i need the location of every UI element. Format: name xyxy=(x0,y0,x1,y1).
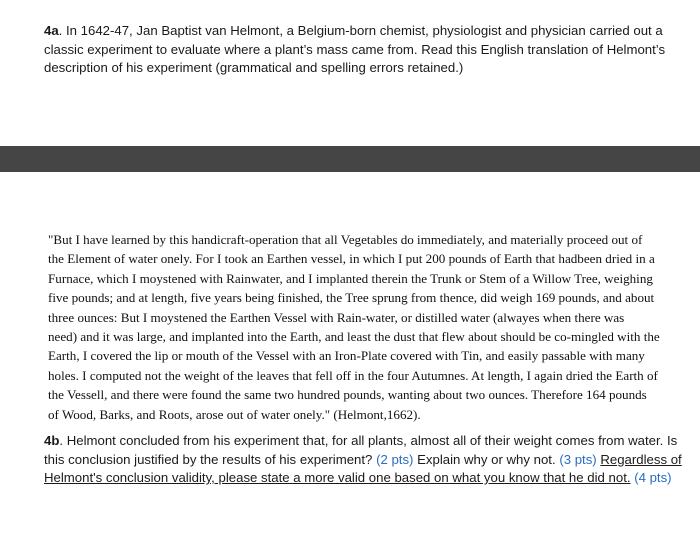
quote-line: three ounces: But I moystened the Earthen Vessel with Rain-water, or distilled water (alwayes when there was xyxy=(48,309,625,325)
question-4b-part2: Explain why or why not. xyxy=(413,451,560,467)
quote-line: of Wood, Barks, and Roots, arose out of water onely." (Helmont,1662). xyxy=(48,406,421,422)
question-4a-text: . In 1642-47, Jan Baptist van Helmont, a Belgium-born chemist, physiologist and physician carried out a classic experiment to evaluate where a plant’s mass came from. Read this English translation of Helmont’s description of his experiment (grammatical and spelling errors retained.) xyxy=(44,23,666,76)
question-4b-number: 4b xyxy=(44,433,60,448)
quote-line: the Vessell, and there were found the same two hundred pounds, wanting about two ounces. Therefore 164 pounds xyxy=(48,387,647,403)
question-4a-number: 4a xyxy=(44,23,59,38)
quote-line: five pounds; and at length, five years being finished, the Tree sprung from thence, did weigh 169 pounds, and about xyxy=(48,290,655,306)
points-badge: (2 pts) xyxy=(376,451,414,467)
quote-line: need) and it was large, and implanted into the Earth, and least the dust that flew about should be co-mingled with the xyxy=(48,329,660,345)
quote-line: Earth, I covered the lip or mouth of the Vessel with an Iron-Plate covered with Tin, and easily passable with many xyxy=(48,348,645,364)
quote-line: Furnace, which I moystened with Rainwater, and I implanted therein the Trunk or Stem of a Willow Tree, weighing xyxy=(48,270,653,286)
section-divider-bar xyxy=(0,146,700,172)
helmont-quote xyxy=(48,230,700,424)
question-4b-part3: Regardless of Helmont's conclusion validity, please state a more valid one based on what you know that he did not. xyxy=(44,451,682,486)
quote-line: holes. I computed not the weight of the leaves that fell off in the four Autumnes. At length, I again dried the Earth of xyxy=(48,367,658,383)
quote-line: the Element of water onely. For I took an Earthen vessel, in which I put 200 pounds of Earth that hadbeen dried in a xyxy=(48,251,655,267)
points-badge: (4 pts) xyxy=(634,470,672,486)
helmont-quote-image xyxy=(48,230,700,440)
question-4a xyxy=(44,22,694,78)
question-4b xyxy=(44,432,694,488)
question-4b-part1: . Helmont concluded from his experiment that, for all plants, almost all of their weight comes from water. Is this conclusion justified by the results of his experiment? xyxy=(44,433,678,467)
points-badge: (3 pts) xyxy=(559,451,597,467)
quote-line: "But I have learned by this handicraft-operation that all Vegetables do immediately, and materially proceed out of xyxy=(48,232,643,247)
